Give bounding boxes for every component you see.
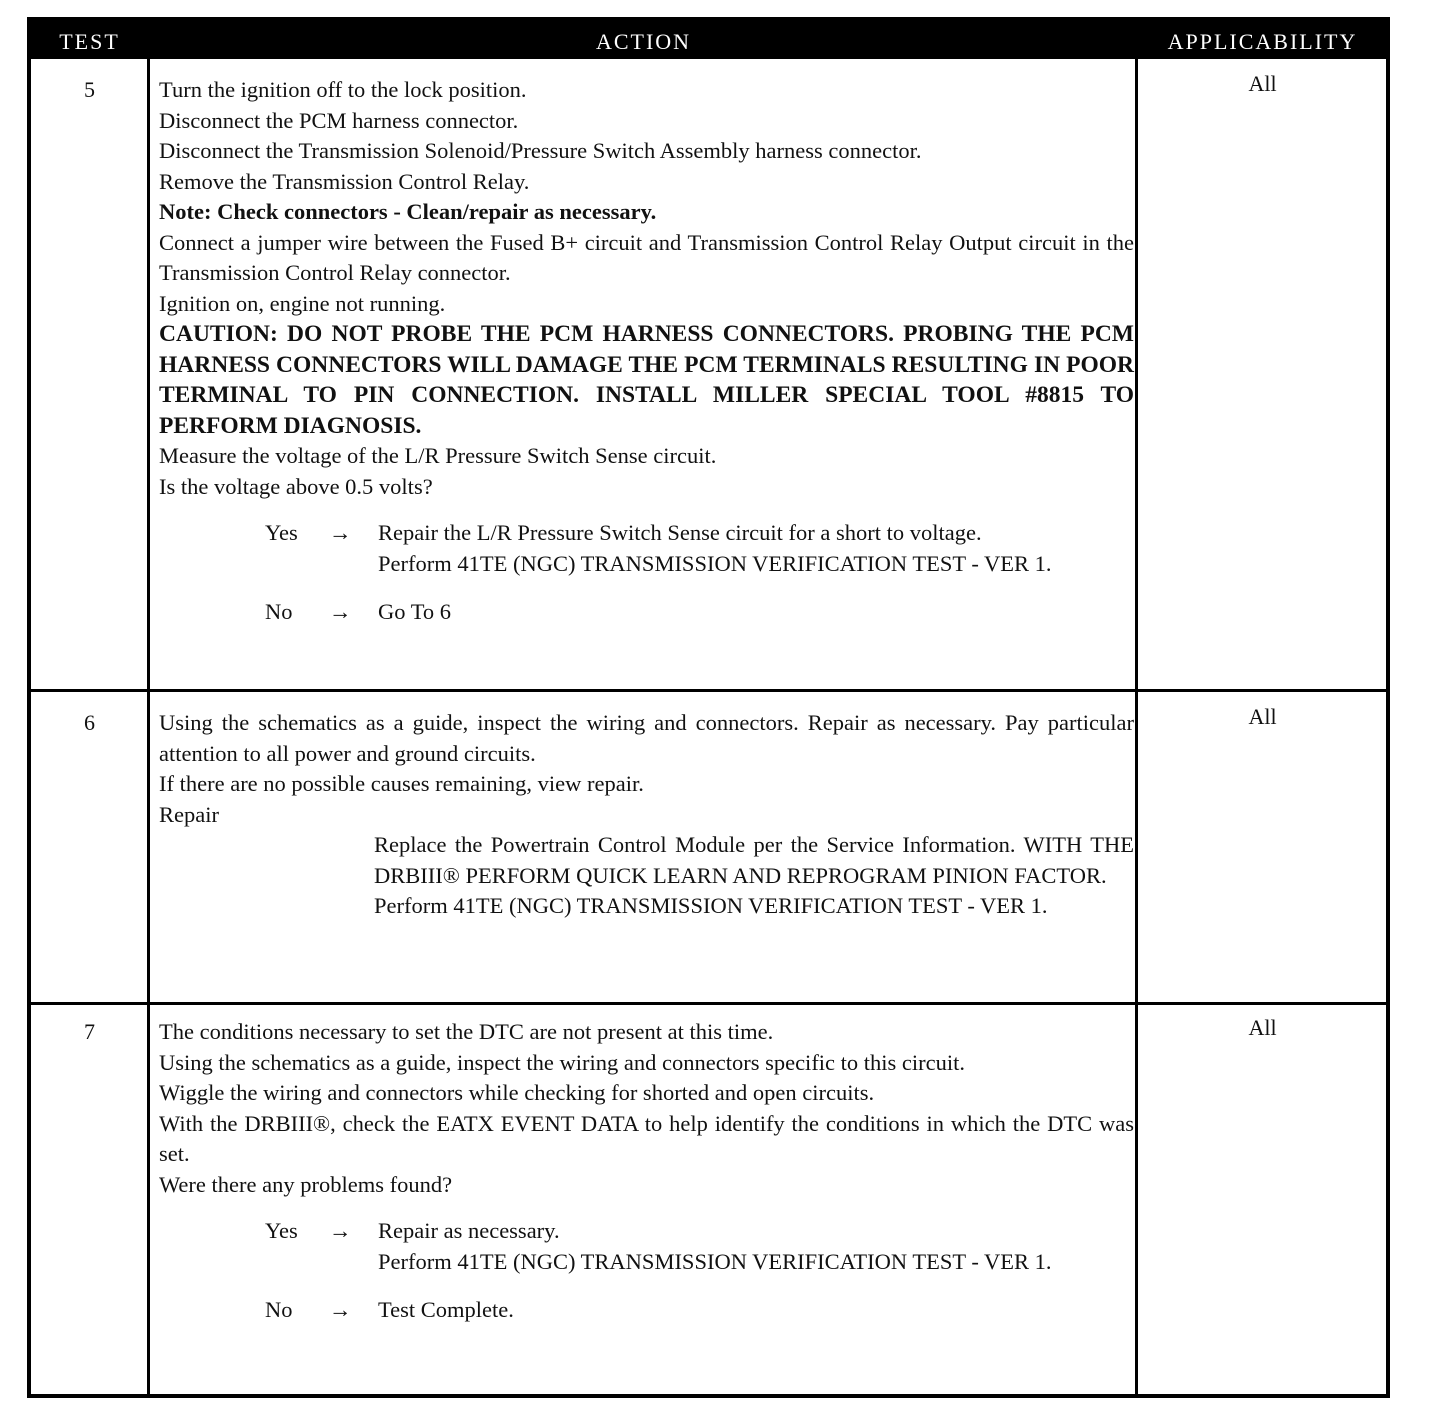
test-number: 5	[84, 77, 95, 102]
step-text: Connect a jumper wire between the Fused B+ circuit and Transmission Control Relay Output circuit in the Transmission Control Relay connector.	[159, 229, 1134, 285]
table-row	[31, 1005, 1386, 1394]
yes-branch	[159, 1216, 1134, 1277]
no-branch	[159, 597, 1134, 628]
step-text: Ignition on, engine not running.	[159, 290, 446, 316]
arrow-icon: →	[329, 1218, 352, 1243]
yes-label: Yes	[265, 520, 298, 545]
applicability-value: All	[1248, 71, 1277, 96]
yes-perform: Perform 41TE (NGC) TRANSMISSION VERIFICATION TEST - VER 1.	[378, 1248, 1052, 1274]
repair-text: Replace the Powertrain Control Module per the Service Information. WITH THE DRBIII® PERFORM QUICK LEARN AND REPROGRAM PINION FACTOR.	[374, 832, 1134, 888]
test-number: 7	[84, 1019, 95, 1044]
step-text: Using the schematics as a guide, inspect the wiring and connectors specific to this circuit.	[159, 1049, 966, 1075]
step-text: Disconnect the Transmission Solenoid/Pressure Switch Assembly harness connector.	[159, 138, 922, 163]
yes-text: Repair the L/R Pressure Switch Sense circuit for a short to voltage.	[378, 520, 982, 545]
no-text: Test Complete.	[378, 1297, 514, 1322]
caution-text: CAUTION: DO NOT PROBE THE PCM HARNESS CONNECTORS. PROBING THE PCM HARNESS CONNECTORS WILL DAMAGE THE PCM TERMINALS RESULTING IN POOR TERMINAL TO PIN CONNECTION. INSTALL MILLER SPECIAL TOOL #8815 TO PERFORM DIAGNOSIS.	[159, 321, 1134, 439]
step-text: Turn the ignition off to the lock position.	[159, 77, 527, 102]
no-text: Go To 6	[378, 599, 452, 624]
diagnostic-table	[27, 17, 1390, 1398]
arrow-icon: →	[329, 599, 352, 624]
step-text: With the DRBIII®, check the EATX EVENT DATA to help identify the conditions in which the DTC was set.	[159, 1110, 1134, 1166]
applicability-value: All	[1248, 704, 1277, 729]
step-text: Using the schematics as a guide, inspect the wiring and connectors. Repair as necessary. Pay particular attention to all power and ground circuits.	[159, 710, 1134, 766]
header-applicability: APPLICABILITY	[1167, 29, 1358, 54]
step-text: Disconnect the PCM harness connector.	[159, 107, 519, 133]
arrow-icon: →	[329, 520, 352, 545]
header-action: ACTION	[595, 29, 692, 54]
no-label: No	[265, 599, 293, 624]
no-label: No	[265, 1297, 293, 1322]
yes-branch	[159, 518, 1134, 579]
action-cell	[159, 1017, 1134, 1326]
table-row	[31, 59, 1386, 692]
question-text: Were there any problems found?	[159, 1171, 453, 1197]
note-text: Note: Check connectors - Clean/repair as necessary.	[159, 199, 657, 224]
step-text: Measure the voltage of the L/R Pressure Switch Sense circuit.	[159, 443, 717, 468]
question-text: Is the voltage above 0.5 volts?	[159, 473, 433, 499]
header-test: TEST	[59, 29, 120, 54]
test-number: 6	[84, 710, 95, 735]
step-text: If there are no possible causes remaining, view repair.	[159, 771, 644, 796]
action-cell	[159, 75, 1134, 628]
action-cell	[159, 708, 1134, 922]
step-text: Remove the Transmission Control Relay.	[159, 168, 530, 194]
step-text: Wiggle the wiring and connectors while checking for shorted and open circuits.	[159, 1080, 875, 1105]
yes-label: Yes	[265, 1218, 298, 1243]
no-branch	[159, 1295, 1134, 1326]
table-header	[31, 21, 1386, 59]
step-text: The conditions necessary to set the DTC are not present at this time.	[159, 1019, 774, 1044]
applicability-value: All	[1248, 1015, 1277, 1040]
yes-perform: Perform 41TE (NGC) TRANSMISSION VERIFICATION TEST - VER 1.	[378, 550, 1052, 576]
repair-perform: Perform 41TE (NGC) TRANSMISSION VERIFICATION TEST - VER 1.	[374, 893, 1048, 918]
arrow-icon: →	[329, 1297, 352, 1322]
yes-text: Repair as necessary.	[378, 1218, 560, 1243]
table-row	[31, 692, 1386, 1005]
repair-label: Repair	[159, 801, 219, 827]
